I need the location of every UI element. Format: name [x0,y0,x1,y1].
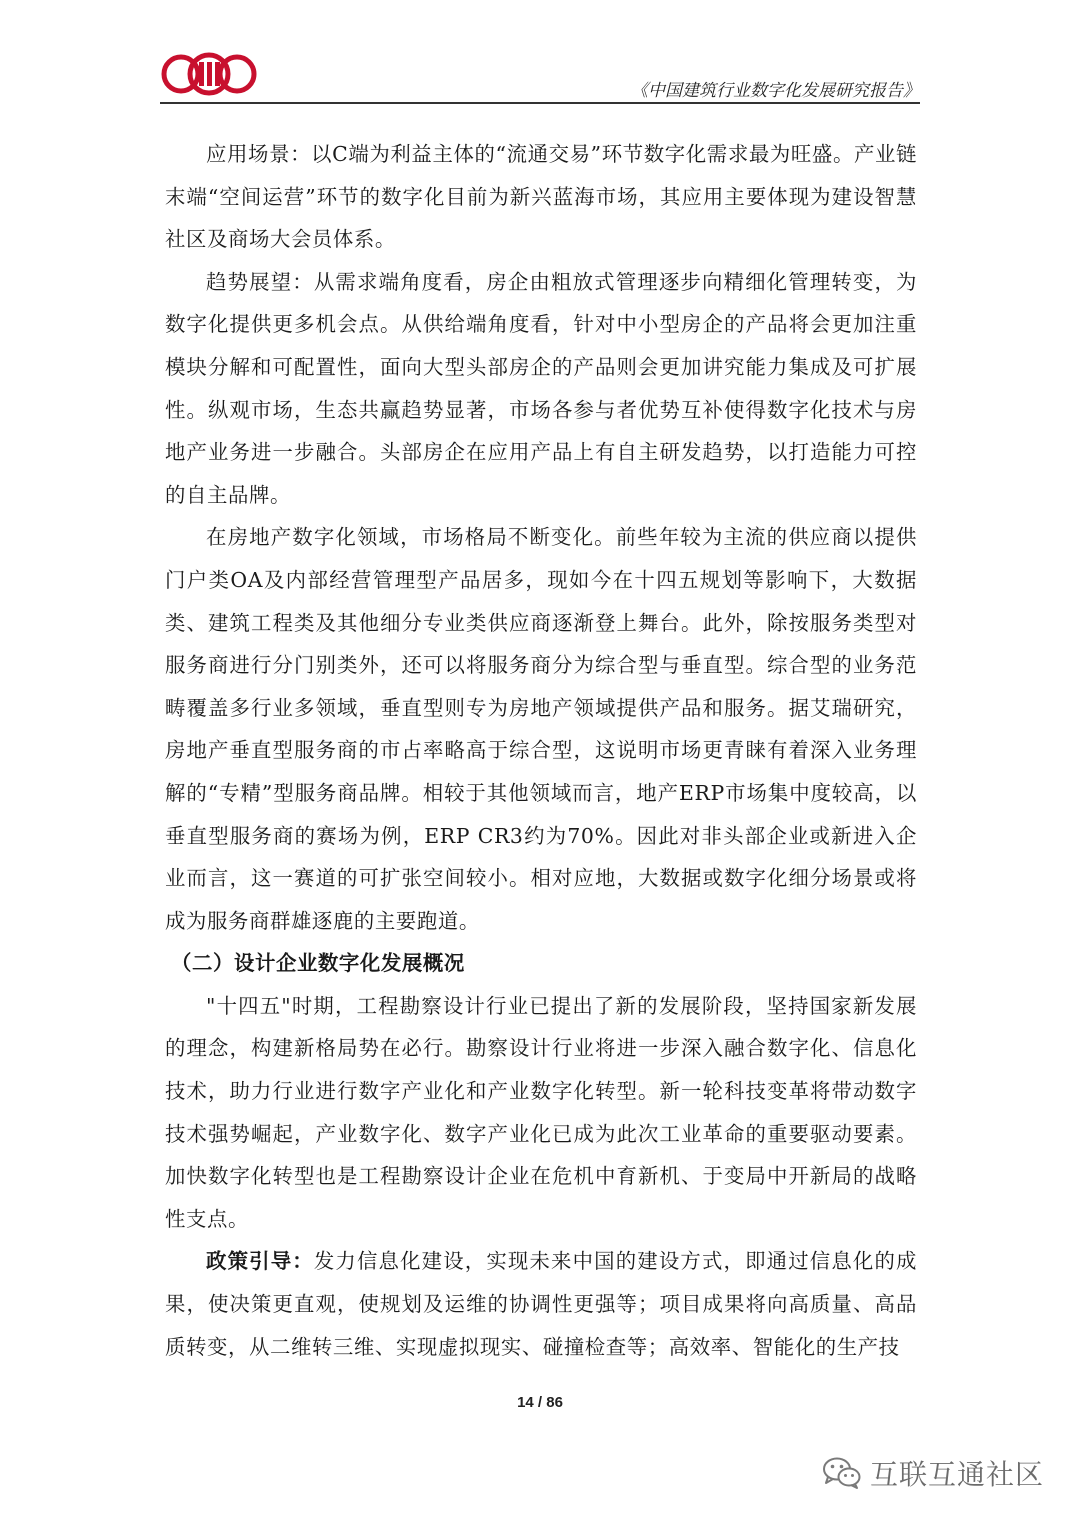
three-circle-logo-icon [160,52,258,96]
wechat-icon [822,1456,862,1490]
report-title: 《中国建筑行业数字化发展研究报告》 [631,81,920,101]
header-divider [160,102,920,104]
page-header [160,46,920,106]
paragraph-application-scenarios: 应用场景：以C端为利益主体的“流通交易”环节数字化需求最为旺盛。产业链末端“空间运营”环节的数字化目前为新兴蓝海市场，其应用主要体现为建设智慧社区及商场大会员体系。 [165,142,917,252]
paragraph-design-overview: "十四五"时期，工程勘察设计行业已提出了新的发展阶段，坚持国家新发展的理念，构建新格局势在必行。勘察设计行业将进一步深入融合数字化、信息化技术，助力行业进行数字产业化和产业数字化转型。新一轮科技变革将带动数字技术强势崛起，产业数字化、数字产业化已成为此次工业革命的重要驱动要素。加快数字化转型也是工程勘察设计企业在危机中育新机、于变局中开新局的战略性支点。 [165,993,917,1231]
policy-guidance-text: 发力信息化建设，实现未来中国的建设方式，即通过信息化的成果，使决策更直观，使规划及运维的协调性更强等；项目成果将向高质量、高品质转变，从二维转三维、实现虚拟现实、碰撞检查等；高效率、智能化的生产技 [165,1249,918,1359]
watermark-text: 互联互通社区 [869,1458,1044,1491]
paragraph-policy-guidance [165,1240,917,1368]
section-heading: （二）设计企业数字化发展概况 [171,951,465,976]
watermark [822,1453,1044,1493]
policy-guidance-label: 政策引导： [206,1249,314,1274]
paragraph-trend-outlook: 趋势展望：从需求端角度看，房企由粗放式管理逐步向精细化管理转变，为数字化提供更多机会点。从供给端角度看，针对中小型房企的产品将会更加注重模块分解和可配置性，面向大型头部房企的产品则会更加讲究能力集成及可扩展性。纵观市场，生态共赢趋势显著，市场各参与者优势互补使得数字化技术与房地产业务进一步融合。头部房企在应用产品上有自主研发趋势，以打造能力可控的自主品牌。 [165,269,917,507]
paragraph-market-landscape: 在房地产数字化领域，市场格局不断变化。前些年较为主流的供应商以提供门户类OA及内部经营管理型产品居多，现如今在十四五规划等影响下，大数据类、建筑工程类及其他细分专业类供应商逐渐登上舞台。此外，除按服务类型对服务商进行分门别类外，还可以将服务商分为综合型与垂直型。综合型的业务范畴覆盖多行业多领域，垂直型则专为房地产领域提供产品和服务。据艾瑞研究，房地产垂直型服务商的市占率略高于综合型，这说明市场更青睐有着深入业务理解的“专精”型服务商品牌。相较于其他领域而言，地产ERP市场集中度较高，以垂直型服务商的赛场为例，ERP CR3约为70%。因此对非头部企业或新进入企业而言，这一赛道的可扩张空间较小。相对应地，大数据或数字化细分场景或将成为服务商群雄逐鹿的主要跑道。 [165,525,917,933]
page-body [165,133,917,1368]
page-number: 14 / 86 [517,1394,563,1411]
